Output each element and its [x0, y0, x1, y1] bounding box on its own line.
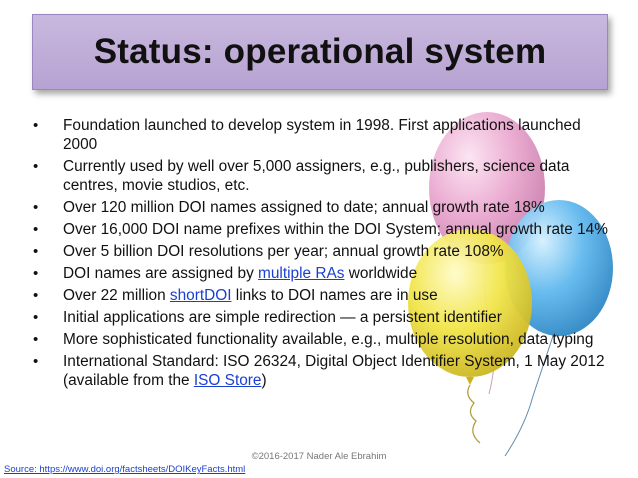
bullet-marker: •: [33, 309, 39, 326]
bullet-text: Initial applications are simple redirection — a persistent identifier: [63, 309, 502, 326]
bullet-list: [20, 116, 610, 393]
title-banner: [32, 14, 608, 90]
bullet-item: [20, 220, 610, 239]
bullet-item: [20, 330, 610, 349]
bullet-marker: •: [33, 199, 39, 216]
bullet-text: Foundation launched to develop system in 1998. First applications launched 2000: [63, 117, 581, 153]
bullet-item: [20, 116, 610, 154]
copyright-notice: ©2016-2017 Nader Ale Ebrahim: [251, 451, 387, 462]
bullet-text: Over 22 million: [63, 287, 170, 304]
bullet-text: More sophisticated functionality available, e.g., multiple resolution, data typing: [63, 331, 594, 348]
bullet-item: [20, 286, 610, 305]
bullet-link[interactable]: shortDOI: [169, 287, 232, 304]
bullet-marker: •: [33, 287, 39, 304]
bullet-text: Over 5 billion DOI resolutions per year; annual growth rate 108%: [63, 243, 504, 260]
bullet-marker: •: [33, 221, 39, 238]
bullet-item: [20, 198, 610, 217]
bullet-marker: •: [33, 265, 39, 282]
bullet-item: [20, 157, 610, 195]
bullet-text: Currently used by well over 5,000 assigners, e.g., publishers, science data centres, movie studios, etc.: [63, 158, 570, 194]
bullet-item: [20, 242, 610, 261]
bullet-marker: •: [33, 158, 39, 175]
bullet-item: [20, 308, 610, 327]
bullet-item: [20, 264, 610, 283]
bullet-text: Over 16,000 DOI name prefixes within the DOI System; annual growth rate 14%: [63, 221, 608, 238]
bullet-marker: •: [33, 243, 39, 260]
bullet-text: ): [261, 372, 267, 389]
bullet-link[interactable]: ISO Store: [193, 372, 262, 389]
bullet-text: DOI names are assigned by: [63, 265, 259, 282]
bullet-marker: •: [33, 117, 39, 134]
slide-title: Status: operational system: [93, 32, 547, 71]
bullet-marker: •: [33, 353, 39, 370]
yellow-balloon-string: [468, 385, 480, 443]
bullet-item: [20, 352, 610, 390]
bullet-text: Over 120 million DOI names assigned to date; annual growth rate 18%: [63, 199, 545, 216]
source-link[interactable]: Source: https://www.doi.org/factsheets/DOIKeyFacts.html: [4, 464, 246, 475]
bullet-text: International Standard: ISO 26324, Digital Object Identifier System, 1 May 2012 (available from the: [63, 353, 605, 389]
bullet-text: worldwide: [344, 265, 418, 282]
bullet-text: links to DOI names are in use: [231, 287, 438, 304]
bullet-link[interactable]: multiple RAs: [258, 265, 345, 282]
bullet-marker: •: [33, 331, 39, 348]
